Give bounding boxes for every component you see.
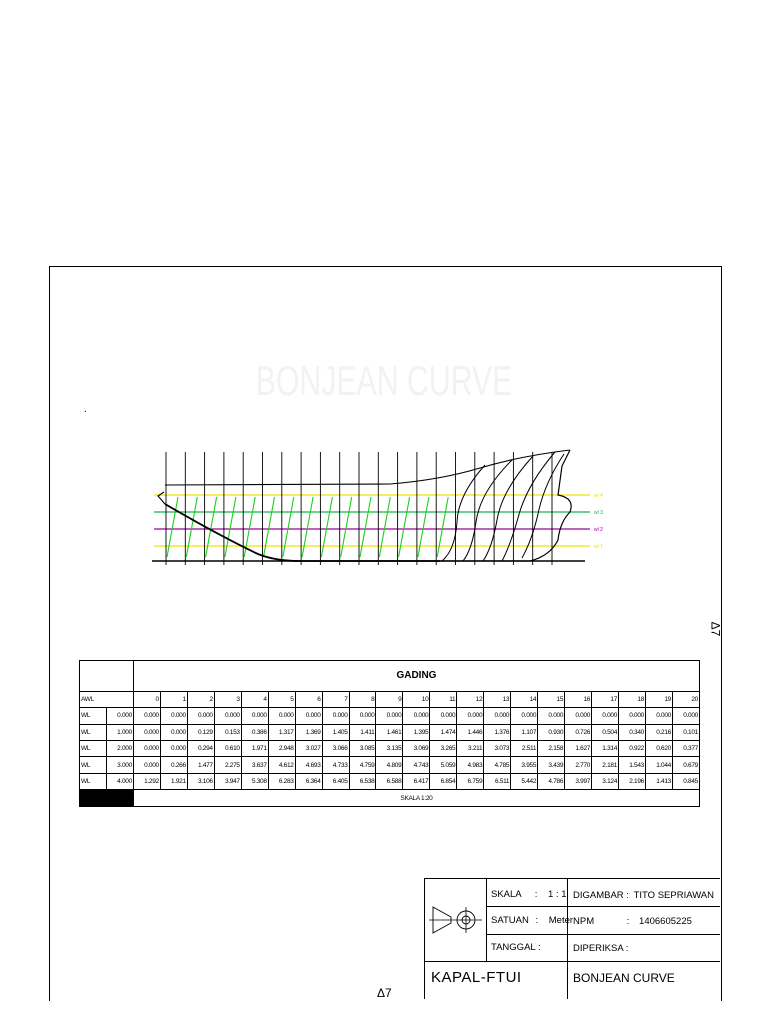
- tanggal-label: TANGGAL :: [491, 942, 541, 953]
- table-cell: 4.759: [349, 757, 376, 773]
- propeller-logo-icon: [425, 879, 486, 961]
- table-row: [80, 773, 700, 789]
- table-cell: 0.610: [214, 741, 241, 757]
- table-cell: 0.000: [484, 708, 511, 724]
- table-cell: 0.000: [133, 757, 160, 773]
- station-lines: [166, 452, 552, 565]
- table-cell: 0.845: [672, 773, 699, 789]
- table-cell: 5.308: [241, 773, 268, 789]
- table-cell: 0.000: [268, 708, 295, 724]
- table-cell: 4.693: [295, 757, 322, 773]
- table-cell: 3.955: [511, 757, 538, 773]
- table-cell: 1.971: [241, 741, 268, 757]
- table-cell: 2.948: [268, 741, 295, 757]
- row-label: WL: [80, 741, 107, 757]
- table-cell: 2.181: [592, 757, 619, 773]
- bonjean-diagonal: [225, 497, 236, 557]
- table-cell: 0.679: [672, 757, 699, 773]
- gading-header: GADING: [133, 661, 699, 692]
- table-cell: 0.000: [672, 708, 699, 724]
- station-header: 10: [403, 691, 430, 707]
- station-header: 16: [565, 691, 592, 707]
- table-cell: 0.000: [187, 708, 214, 724]
- table-cell: 6.854: [430, 773, 457, 789]
- row-awl: 1.000: [106, 724, 133, 740]
- row-awl: 2.000: [106, 741, 133, 757]
- table-cell: 3.947: [214, 773, 241, 789]
- table-cell: 1.044: [646, 757, 673, 773]
- table-row: [80, 757, 700, 773]
- table-cell: 0.000: [565, 708, 592, 724]
- table-cell: 0.266: [160, 757, 187, 773]
- sheer-line: [165, 450, 570, 485]
- table-cell: 0.153: [214, 724, 241, 740]
- table-cell: 6.417: [403, 773, 430, 789]
- npm-value: 1406605225: [639, 916, 692, 927]
- table-cell: 3.073: [484, 741, 511, 757]
- waterline-label: wl 3: [594, 510, 603, 516]
- row-label: WL: [80, 773, 107, 789]
- table-cell: 3.439: [538, 757, 565, 773]
- table-cell: 0.000: [349, 708, 376, 724]
- stern-profile: [158, 492, 165, 504]
- waterline-label: wl 4: [594, 493, 603, 499]
- table-cell: 0.930: [538, 724, 565, 740]
- table-cell: 0.000: [457, 708, 484, 724]
- bonjean-curve: [483, 456, 533, 561]
- station-header: 1: [160, 691, 187, 707]
- table-cell: 4.809: [376, 757, 403, 773]
- bonjean-diagonal: [186, 497, 197, 557]
- table-cell: 3.997: [565, 773, 592, 789]
- table-cell: 4.786: [538, 773, 565, 789]
- skala-value: 1 : 1: [548, 889, 567, 900]
- table-cell: 0.000: [376, 708, 403, 724]
- table-cell: 5.059: [430, 757, 457, 773]
- table-cell: 0.000: [214, 708, 241, 724]
- station-header: 13: [484, 691, 511, 707]
- table-cell: 0.504: [592, 724, 619, 740]
- table-cell: 5.442: [511, 773, 538, 789]
- table-cell: 0.129: [187, 724, 214, 740]
- awl-header: AWL: [80, 691, 134, 707]
- table-cell: 0.340: [619, 724, 646, 740]
- npm-separator: :: [626, 916, 630, 927]
- satuan-value: Meter: [548, 915, 574, 926]
- bonjean-diagonal: [399, 497, 410, 557]
- table-cell: 1.107: [511, 724, 538, 740]
- title-block: [424, 878, 720, 999]
- table-cell: 1.411: [349, 724, 376, 740]
- bottom-mark: Δ7: [377, 986, 392, 1000]
- table-cell: 3.124: [592, 773, 619, 789]
- table-cell: 1.369: [295, 724, 322, 740]
- table-row: [80, 708, 700, 724]
- table-cell: 0.000: [241, 708, 268, 724]
- table-cell: 6.283: [268, 773, 295, 789]
- diperiksa-label: DIPERIKSA :: [573, 943, 629, 954]
- bonjean-diagonal: [283, 497, 294, 557]
- table-cell: 0.000: [160, 741, 187, 757]
- station-header: 0: [133, 691, 160, 707]
- table-cell: 1.413: [646, 773, 673, 789]
- table-cell: 1.477: [187, 757, 214, 773]
- black-legend-block: [80, 790, 134, 807]
- row-label: WL: [80, 724, 107, 740]
- table-row: [80, 741, 700, 757]
- station-header: 8: [349, 691, 376, 707]
- table-cell: 4.983: [457, 757, 484, 773]
- row-label: WL: [80, 757, 107, 773]
- table-cell: 6.405: [322, 773, 349, 789]
- digambar-value: TITO SEPRIAWAN: [633, 890, 715, 901]
- row-awl: 4.000: [106, 773, 133, 789]
- table-cell: 1.543: [619, 757, 646, 773]
- hull-profile: [158, 450, 571, 561]
- waterline-label: wl 2: [594, 527, 603, 533]
- stray-dot: .: [84, 404, 87, 415]
- table-cell: 1.474: [430, 724, 457, 740]
- table-cell: 4.743: [403, 757, 430, 773]
- table-cell: 1.461: [376, 724, 403, 740]
- table-cell: 1.627: [565, 741, 592, 757]
- satuan-separator: :: [535, 915, 539, 926]
- row-awl: 3.000: [106, 757, 133, 773]
- table-cell: 3.106: [187, 773, 214, 789]
- row-awl: 0.000: [106, 708, 133, 724]
- station-header: 3: [214, 691, 241, 707]
- document-title: BONJEAN CURVE: [573, 971, 675, 985]
- table-cell: 3.135: [376, 741, 403, 757]
- table-cell: 0.000: [619, 708, 646, 724]
- table-cell: 2.770: [565, 757, 592, 773]
- table-cell: 3.066: [322, 741, 349, 757]
- bonjean-diagonal: [437, 497, 448, 557]
- bonjean-diagonal: [321, 497, 332, 557]
- table-cell: 0.000: [646, 708, 673, 724]
- drawing-watermark-title: BONJEAN CURVE: [255, 357, 513, 404]
- table-cell: 6.538: [349, 773, 376, 789]
- table-cell: 1.314: [592, 741, 619, 757]
- table-row: [80, 724, 700, 740]
- gading-table: [79, 660, 700, 807]
- table-cell: 0.000: [592, 708, 619, 724]
- station-header: 4: [241, 691, 268, 707]
- table-cell: 0.620: [646, 741, 673, 757]
- waterline-label: wl 1: [594, 544, 603, 550]
- station-header: 19: [646, 691, 673, 707]
- station-header: 9: [376, 691, 403, 707]
- table-cell: 6.511: [484, 773, 511, 789]
- table-cell: 0.216: [646, 724, 673, 740]
- table-cell: 3.069: [403, 741, 430, 757]
- skala-separator: :: [534, 889, 538, 900]
- bonjean-diagonal: [418, 497, 429, 557]
- station-header: 2: [187, 691, 214, 707]
- table-cell: 0.000: [511, 708, 538, 724]
- table-cell: 0.000: [538, 708, 565, 724]
- table-cell: 3.211: [457, 741, 484, 757]
- station-header: 14: [511, 691, 538, 707]
- station-header: 12: [457, 691, 484, 707]
- company-name: KAPAL-FTUI: [431, 969, 522, 986]
- bonjean-diagonal: [360, 497, 371, 557]
- station-header: 15: [538, 691, 565, 707]
- skala-label: SKALA: [491, 889, 522, 900]
- waterlines: [152, 495, 590, 561]
- table-cell: 0.000: [133, 708, 160, 724]
- station-header: 7: [322, 691, 349, 707]
- table-cell: 2.196: [619, 773, 646, 789]
- table-cell: 0.000: [295, 708, 322, 724]
- table-cell: 1.376: [484, 724, 511, 740]
- table-cell: 1.317: [268, 724, 295, 740]
- table-cell: 2.275: [214, 757, 241, 773]
- table-cell: 0.101: [672, 724, 699, 740]
- bonjean-diagonal: [264, 497, 275, 557]
- table-cell: 0.000: [403, 708, 430, 724]
- station-header: 17: [592, 691, 619, 707]
- table-cell: 0.386: [241, 724, 268, 740]
- station-header: 11: [430, 691, 457, 707]
- table-cell: 1.405: [322, 724, 349, 740]
- table-cell: 3.637: [241, 757, 268, 773]
- table-cell: 0.000: [133, 724, 160, 740]
- digambar-label: DIGAMBAR :: [573, 890, 629, 901]
- table-cell: 3.265: [430, 741, 457, 757]
- table-cell: 6.588: [376, 773, 403, 789]
- table-cell: 1.446: [457, 724, 484, 740]
- station-header: 5: [268, 691, 295, 707]
- table-cell: 0.294: [187, 741, 214, 757]
- table-cell: 4.733: [322, 757, 349, 773]
- station-header: 20: [672, 691, 699, 707]
- bonjean-diagonal: [302, 497, 313, 557]
- table-cell: 1.292: [133, 773, 160, 789]
- side-mark: Δ7: [708, 621, 723, 637]
- bonjean-curve-drawing: [140, 440, 610, 570]
- table-cell: 0.000: [133, 741, 160, 757]
- table-cell: 0.922: [619, 741, 646, 757]
- bonjean-diagonal: [341, 497, 352, 557]
- table-cell: 1.921: [160, 773, 187, 789]
- table-cell: 0.726: [565, 724, 592, 740]
- table-cell: 0.000: [160, 724, 187, 740]
- table-cell: 2.511: [511, 741, 538, 757]
- waterline-labels: [594, 493, 603, 550]
- bonjean-diagonals: [167, 497, 448, 557]
- satuan-label: SATUAN: [491, 915, 529, 926]
- table-cell: 4.785: [484, 757, 511, 773]
- column-header-row: [80, 691, 700, 707]
- table-cell: 6.364: [295, 773, 322, 789]
- table-cell: 6.759: [457, 773, 484, 789]
- scale-note: SKALA 1:20: [133, 790, 699, 807]
- table-cell: 2.158: [538, 741, 565, 757]
- station-header: 6: [295, 691, 322, 707]
- row-label: WL: [80, 708, 107, 724]
- station-header: 18: [619, 691, 646, 707]
- bonjean-curve: [522, 454, 564, 558]
- table-cell: 3.085: [349, 741, 376, 757]
- table-cell: 3.027: [295, 741, 322, 757]
- table-cell: 0.000: [160, 708, 187, 724]
- bonjean-diagonal: [379, 497, 390, 557]
- table-cell: 4.612: [268, 757, 295, 773]
- table-corner-blank: [80, 661, 134, 692]
- table-cell: 0.000: [430, 708, 457, 724]
- table-cell: 1.395: [403, 724, 430, 740]
- table-cell: 0.377: [672, 741, 699, 757]
- npm-label: NPM: [573, 916, 595, 927]
- table-cell: 0.000: [322, 708, 349, 724]
